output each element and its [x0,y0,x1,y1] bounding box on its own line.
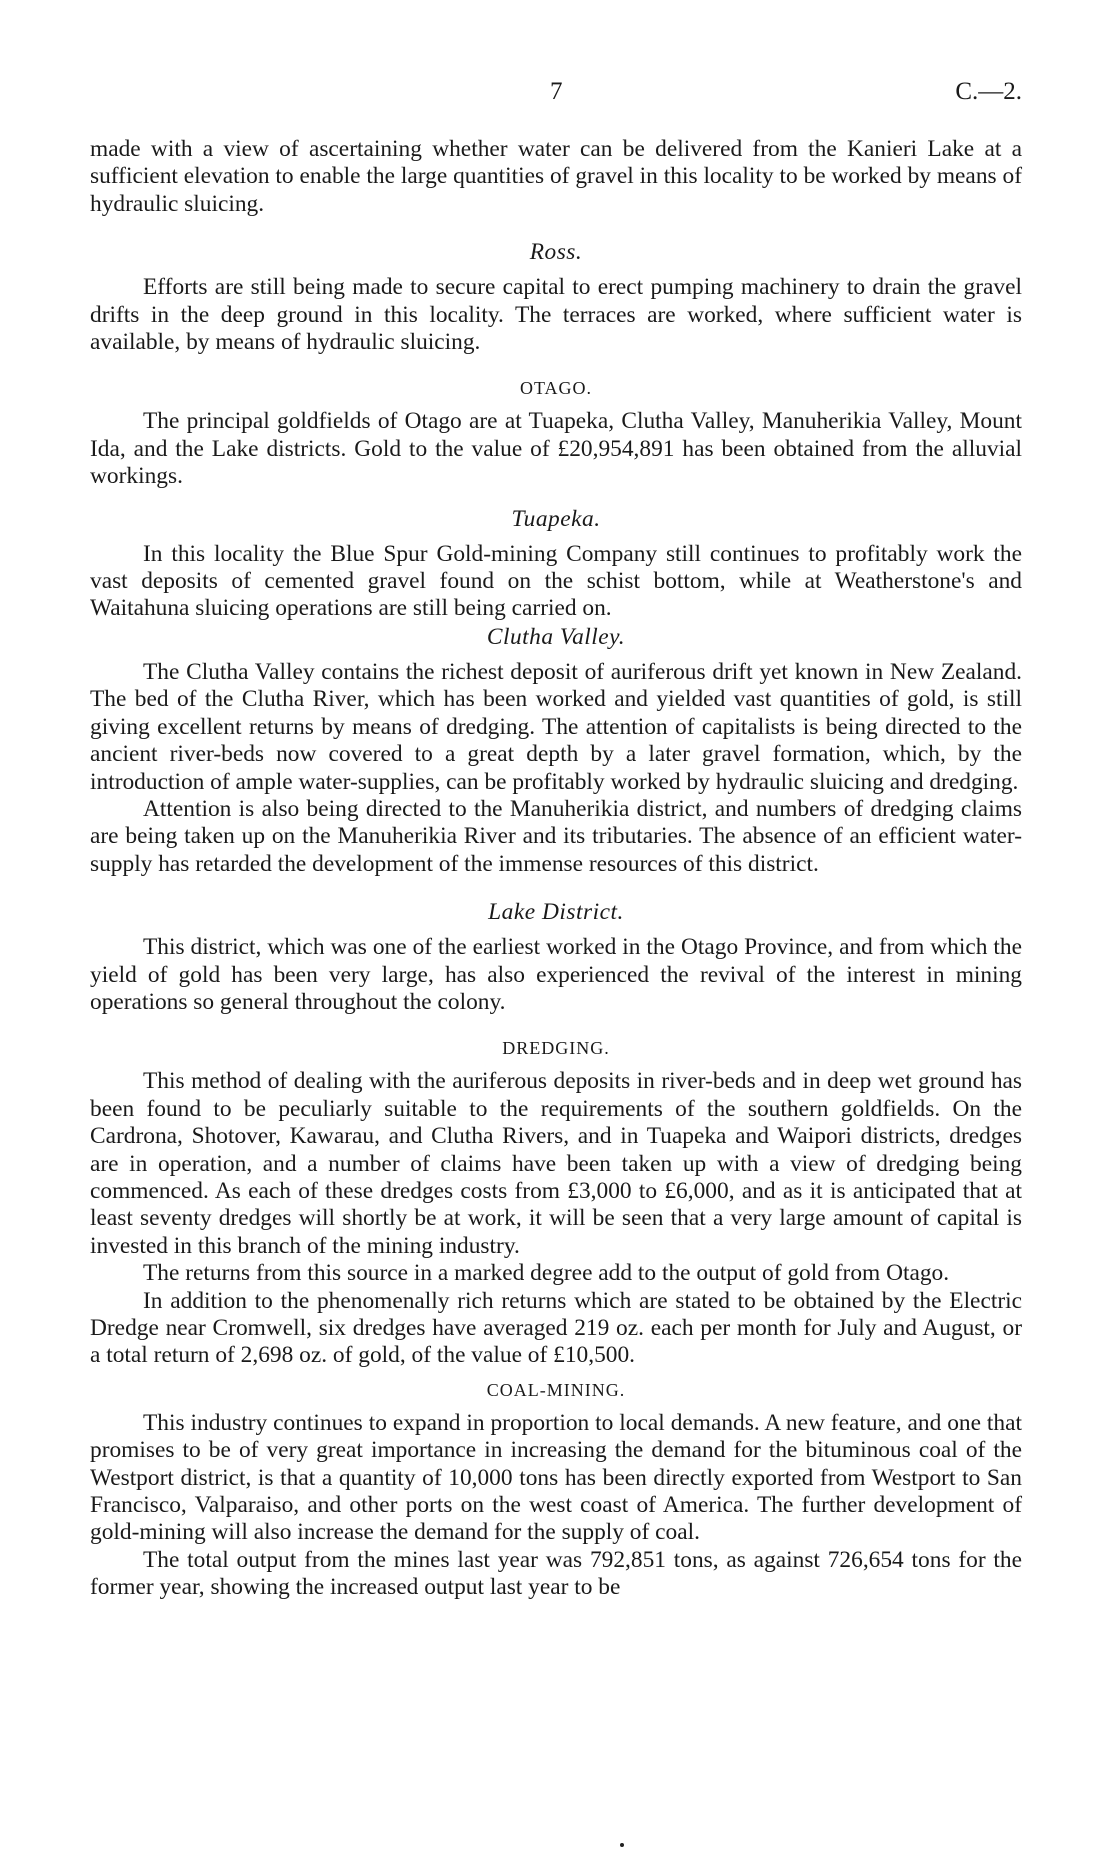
page-speck [620,1843,624,1847]
paragraph-dredging-2: The returns from this source in a marked degree add to the output of gold from Otago. [143,1260,950,1287]
paragraph-coal-2: The total output from the mines last year was 792,851 tons, as against 726,654 tons for the former year, showing the increased output last year to be [90,1546,1022,1601]
paragraph-otago: The principal goldfields of Otago are at Tuapeka, Clutha Valley, Manuherikia Valley, Mount Ida, and the Lake districts. Gold to the value of £20,954,891 has been obtained from the alluvial workings. [90,408,1022,490]
paragraph-tuapeka: In this locality the Blue Spur Gold-mining Company still continues to profitably work the vast deposits of cemented gravel found on the schist bottom, while at Weatherstone's and Waitahuna sluicing operations are still being carried on. [90,540,1022,622]
paragraph-intro: made with a view of ascertaining whether water can be delivered from the Kanieri Lake at a sufficient elevation to enable the large quantities of gravel in this locality to be worked by means of hydraulic sluicing. [90,136,1022,217]
heading-dredging: DREDGING. [502,1038,610,1059]
page-body [90,136,1022,1602]
heading-tuapeka: Tuapeka. [511,505,601,532]
heading-coal-mining: COAL-MINING. [486,1379,626,1400]
paragraph-clutha-2: Attention is also being directed to the Manuherikia district, and numbers of dredging claims are being taken up on the Manuherikia River and its tributaries. The absence of an efficient water-supply has retarded the development of the immense resources of this district. [90,795,1022,877]
paragraph-ross: Efforts are still being made to secure capital to erect pumping machinery to drain the gravel drifts in the deep ground in this locality. The terraces are worked, where sufficient water is available, by means of hydraulic sluicing. [90,274,1022,356]
heading-otago: OTAGO. [519,378,593,399]
page-number: 7 [550,78,563,105]
paragraph-coal-1: This industry continues to expand in proportion to local demands. A new feature, and one that promises to be of very great importance in increasing the demand for the bituminous coal of the Westport district, is that a quantity of 10,000 tons has been directly exported from Westport to San Francisco, Valparaiso, and other ports on the west coast of America. The further development of gold-mining will also increase the demand for the supply of coal. [90,1409,1022,1546]
heading-lake-district: Lake District. [488,899,624,926]
paragraph-dredging-3: In addition to the phenomenally rich returns which are stated to be obtained by the Electric Dredge near Cromwell, six dredges have averaged 219 oz. each per month for July and August, or a total return of 2,698 oz. of gold, of the value of £10,500. [90,1287,1022,1369]
document-reference: C.—2. [955,78,1022,105]
paragraph-dredging-1: This method of dealing with the auriferous deposits in river-beds and in deep wet ground has been found to be peculiarly suitable to the requirements of the southern goldfields. On the Cardrona, Shotover, Kawarau, and Clutha Rivers, and in Tuapeka and Waipori districts, dredges are in operation, and a number of claims have been taken up with a view of dredging being commenced. As each of these dredges costs from £3,000 to £6,000, and as it is anticipated that at least seventy dredges will shortly be at work, it will be seen that a very large amount of capital is invested in this branch of the mining industry. [90,1068,1022,1259]
heading-clutha-valley: Clutha Valley. [486,623,626,650]
paragraph-clutha-1: The Clutha Valley contains the richest deposit of auriferous drift yet known in New Zealand. The bed of the Clutha River, which has been worked and yielded vast quantities of gold, is still giving excellent returns by means of dredging. The attention of capitalists is being directed to the ancient river-beds now covered to a great depth by a later gravel formation, which, by the introduction of ample water-supplies, can be profitably worked by hydraulic sluicing and dredging. [90,658,1022,795]
heading-ross: Ross. [529,239,583,266]
paragraph-lake: This district, which was one of the earliest worked in the Otago Province, and from which the yield of gold has been very large, has also experienced the revival of the interest in mining operations so general throughout the colony. [90,934,1022,1015]
